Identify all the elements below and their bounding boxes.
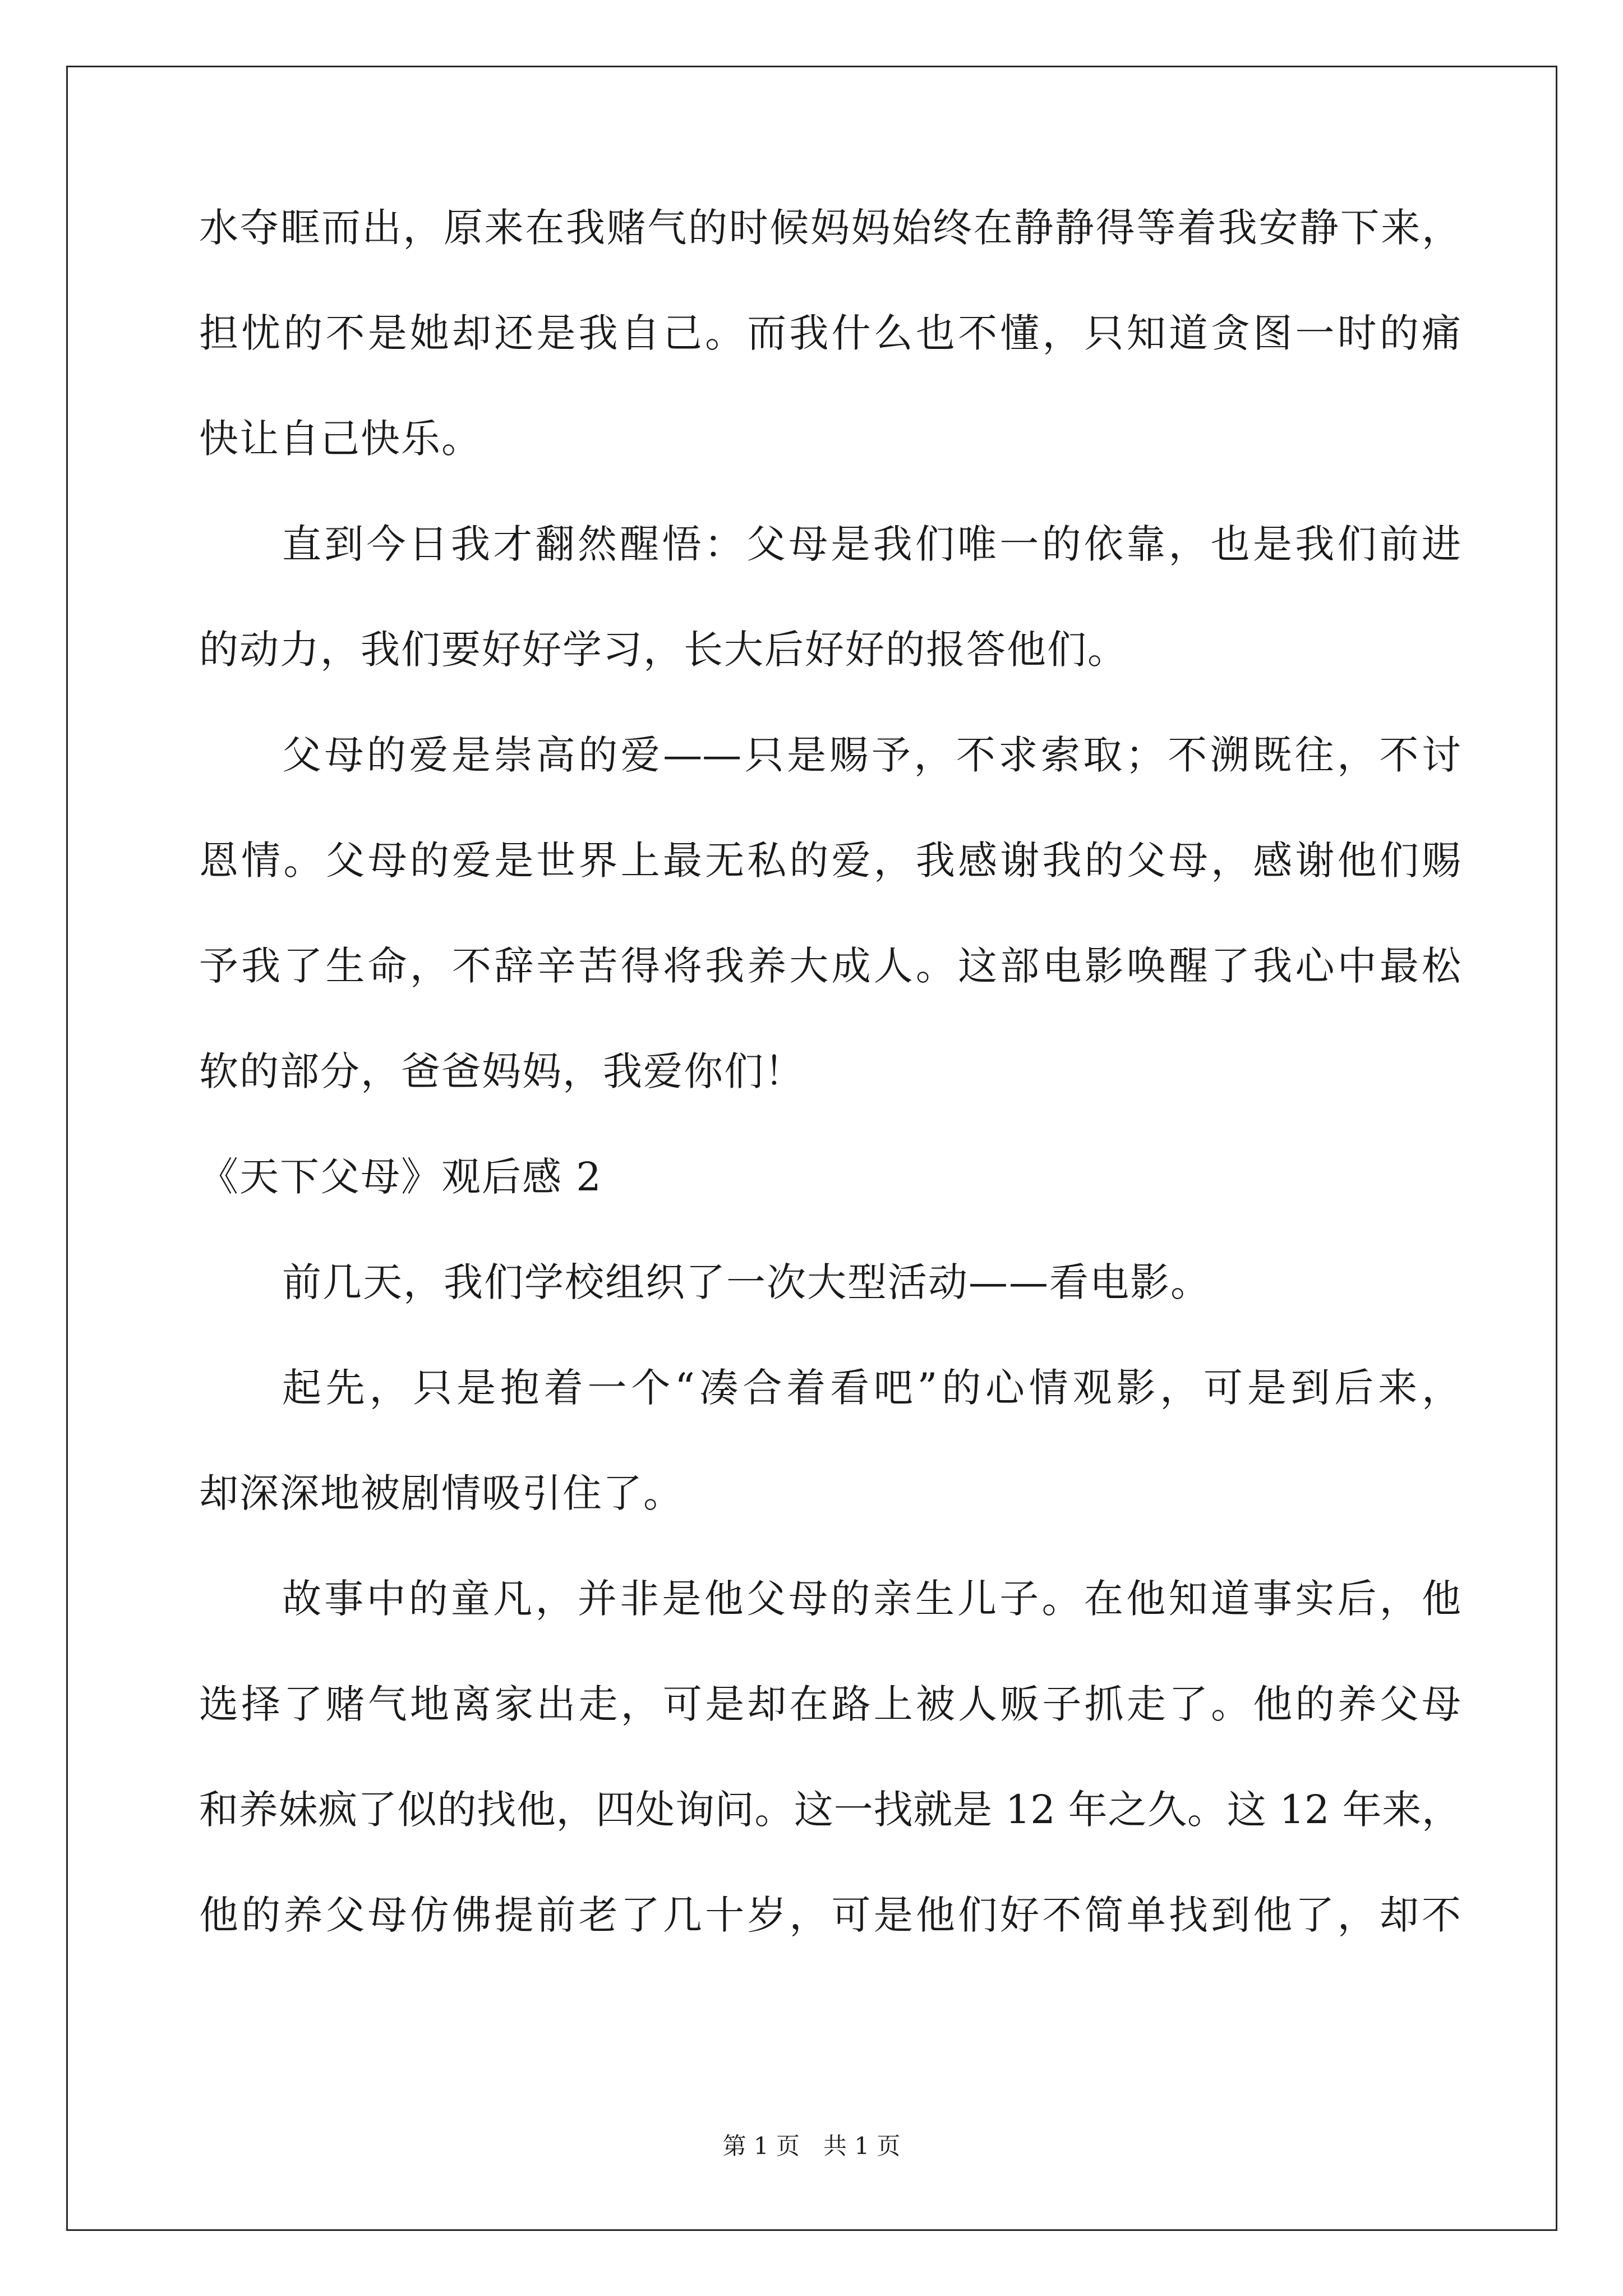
text-line: 水夺眶而出，原来在我赌气的时候妈妈始终在静静得等着我安静下来， bbox=[199, 205, 1461, 251]
text-line: 他的养父母仿佛提前老了几十岁，可是他们好不简单找到他了，却不 bbox=[199, 1892, 1461, 1938]
text-line: 和养妹疯了似的找他，四处询问。这一找就是 12 年之久。这 12 年来， bbox=[199, 1787, 1461, 1833]
text-line: 予我了生命，不辞辛苦得将我养大成人。这部电影唤醒了我心中最松 bbox=[199, 943, 1461, 989]
page-number-label: 第 1 页 共 1 页 bbox=[722, 2132, 901, 2160]
page-footer bbox=[0, 2129, 1623, 2163]
section-heading: 《天下父母》观后感 2 bbox=[199, 1154, 602, 1200]
paragraph-start-line: 父母的爱是崇高的爱——只是赐予，不求索取；不溯既往，不讨 bbox=[282, 732, 1461, 778]
text-line: 快让自己快乐。 bbox=[199, 416, 482, 462]
paragraph-start-line: 故事中的童凡，并非是他父母的亲生儿子。在他知道事实后，他 bbox=[282, 1576, 1461, 1622]
text-line: 却深深地被剧情吸引住了。 bbox=[199, 1470, 684, 1516]
text-line: 恩情。父母的爱是世界上最无私的爱，我感谢我的父母，感谢他们赐 bbox=[199, 838, 1461, 884]
paragraph-start-line: 起先，只是抱着一个“凑合着看吧”的心情观影，可是到后来， bbox=[282, 1365, 1461, 1411]
text-line: 的动力，我们要好好学习，长大后好好的报答他们。 bbox=[199, 627, 1128, 673]
paragraph-start-line: 直到今日我才翻然醒悟：父母是我们唯一的依靠，也是我们前进 bbox=[282, 521, 1461, 567]
paragraph-start-line: 前几天，我们学校组织了一次大型活动——看电影。 bbox=[282, 1259, 1211, 1305]
text-line: 选择了赌气地离家出走，可是却在路上被人贩子抓走了。他的养父母 bbox=[199, 1681, 1461, 1727]
text-line: 担忧的不是她却还是我自己。而我什么也不懂，只知道贪图一时的痛 bbox=[199, 310, 1461, 356]
text-line: 软的部分，爸爸妈妈，我爱你们！ bbox=[199, 1048, 805, 1094]
